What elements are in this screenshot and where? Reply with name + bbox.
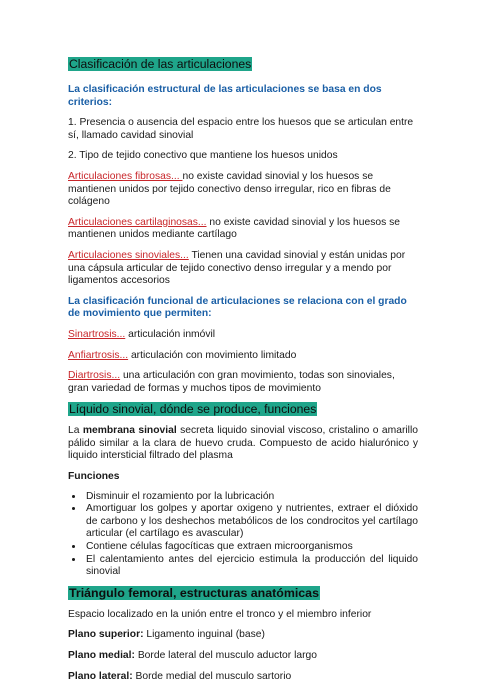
section-title-classification: Clasificación de las articulaciones	[69, 57, 252, 71]
plane-lateral-text: Borde medial del musculo sartorio	[132, 670, 292, 682]
functions-label: Funciones	[68, 471, 120, 483]
cartilaginous-link[interactable]: Articulaciones cartilaginosas...	[68, 216, 207, 228]
functional-intro: La clasificación funcional de articulaciones se relaciona con el grado de movimiento que permiten:	[68, 295, 407, 320]
fibrous-paragraph	[68, 171, 418, 209]
list-item: • El calentamiento antes del ejercicio estimula la producción del liquido sinovial	[84, 554, 418, 579]
plane-lateral-label: Plano lateral:	[68, 670, 133, 682]
diarthrosis-paragraph	[68, 370, 418, 395]
structural-intro: La clasificación estructural de las articulaciones se basa en dos criterios:	[68, 84, 382, 108]
amphiarthrosis-text: articulación con movimiento limitado	[128, 349, 297, 361]
plane-superior-label: Plano superior:	[68, 629, 144, 641]
amphiarthrosis-link[interactable]: Anfiartrosis...	[68, 349, 129, 361]
synarthrosis-text: articulación inmóvil	[125, 328, 216, 340]
synarthrosis-link[interactable]: Sinartrosis...	[68, 328, 126, 340]
synovial-membrane-paragraph	[68, 425, 418, 463]
plane-medial-text: Borde lateral del musculo aductor largo	[134, 650, 317, 661]
synovial-intro-prefix: La	[68, 425, 83, 437]
criterion-2: 2. Tipo de tejido conectivo que mantiene los huesos unidos	[68, 150, 338, 162]
diarthrosis-text: una articulación con gran movimiento, todas son sinoviales, gran variedad de formas y muchos tipos de movimiento	[68, 370, 395, 394]
section-title-femoral-triangle: Triángulo femoral, estructuras anatómicas	[69, 585, 319, 600]
plane-superior-text: Ligamento inguinal (base)	[143, 629, 265, 641]
cartilaginous-text: no existe cavidad sinovial y los huesos se mantienen unidos mediante cartílago	[68, 216, 400, 241]
synovial-intro-text: secreta liquido sinovial viscoso, cristalino o amarillo pálido similar a la clara de huevo cruda. Compuesto de acido hialurónico y liquido intersticial filtrado del plasma	[68, 425, 418, 462]
fibrous-text: no existe cavidad sinovial y los huesos se mantienen unidos por tejido conectivo denso irregular, rico en fibras de colágeno	[68, 170, 391, 208]
amphiarthrosis-paragraph	[68, 350, 418, 363]
plane-medial	[68, 650, 418, 663]
plane-superior	[68, 629, 418, 642]
document-page	[68, 55, 418, 691]
section-title-synovial-fluid: Líquido sinovial, dónde se produce, funciones	[69, 402, 317, 417]
synovial-paragraph	[68, 250, 418, 288]
list-item: • Amortiguar los golpes y aportar oxigeno y nutrientes, extraer el dióxido de carbono y los deshechos metabólicos de los condrocitos yel cartílago articular (el cartílago es avascular)	[84, 503, 418, 541]
diarthrosis-link[interactable]: Diartrosis...	[68, 370, 121, 382]
functions-list	[68, 491, 418, 579]
femoral-intro: Espacio localizado en la unión entre el tronco y el miembro inferior	[68, 608, 372, 620]
synovial-text: Tienen una cavidad sinovial y están unidas por una cápsula articular de tejido conectivo denso irregular y a mendo por ligamentos accesorios	[68, 249, 406, 287]
plane-lateral	[68, 671, 418, 684]
criterion-1: 1. Presencia o ausencia del espacio entre los huesos que se articulan entre sí, llamado cavidad sinovial	[68, 117, 414, 141]
synovial-membrane-term: membrana sinovial	[82, 425, 177, 437]
synarthrosis-paragraph	[68, 329, 418, 342]
list-item: • Contiene células fagocíticas que extraen microorganismos	[84, 541, 418, 554]
fibrous-link[interactable]: Articulaciones fibrosas...	[68, 170, 183, 182]
plane-medial-label: Plano medial:	[68, 650, 135, 661]
list-item: • Disminuir el rozamiento por la lubricación	[84, 491, 418, 504]
cartilaginous-paragraph	[68, 217, 418, 242]
synovial-link[interactable]: Articulaciones sinoviales...	[68, 249, 189, 261]
